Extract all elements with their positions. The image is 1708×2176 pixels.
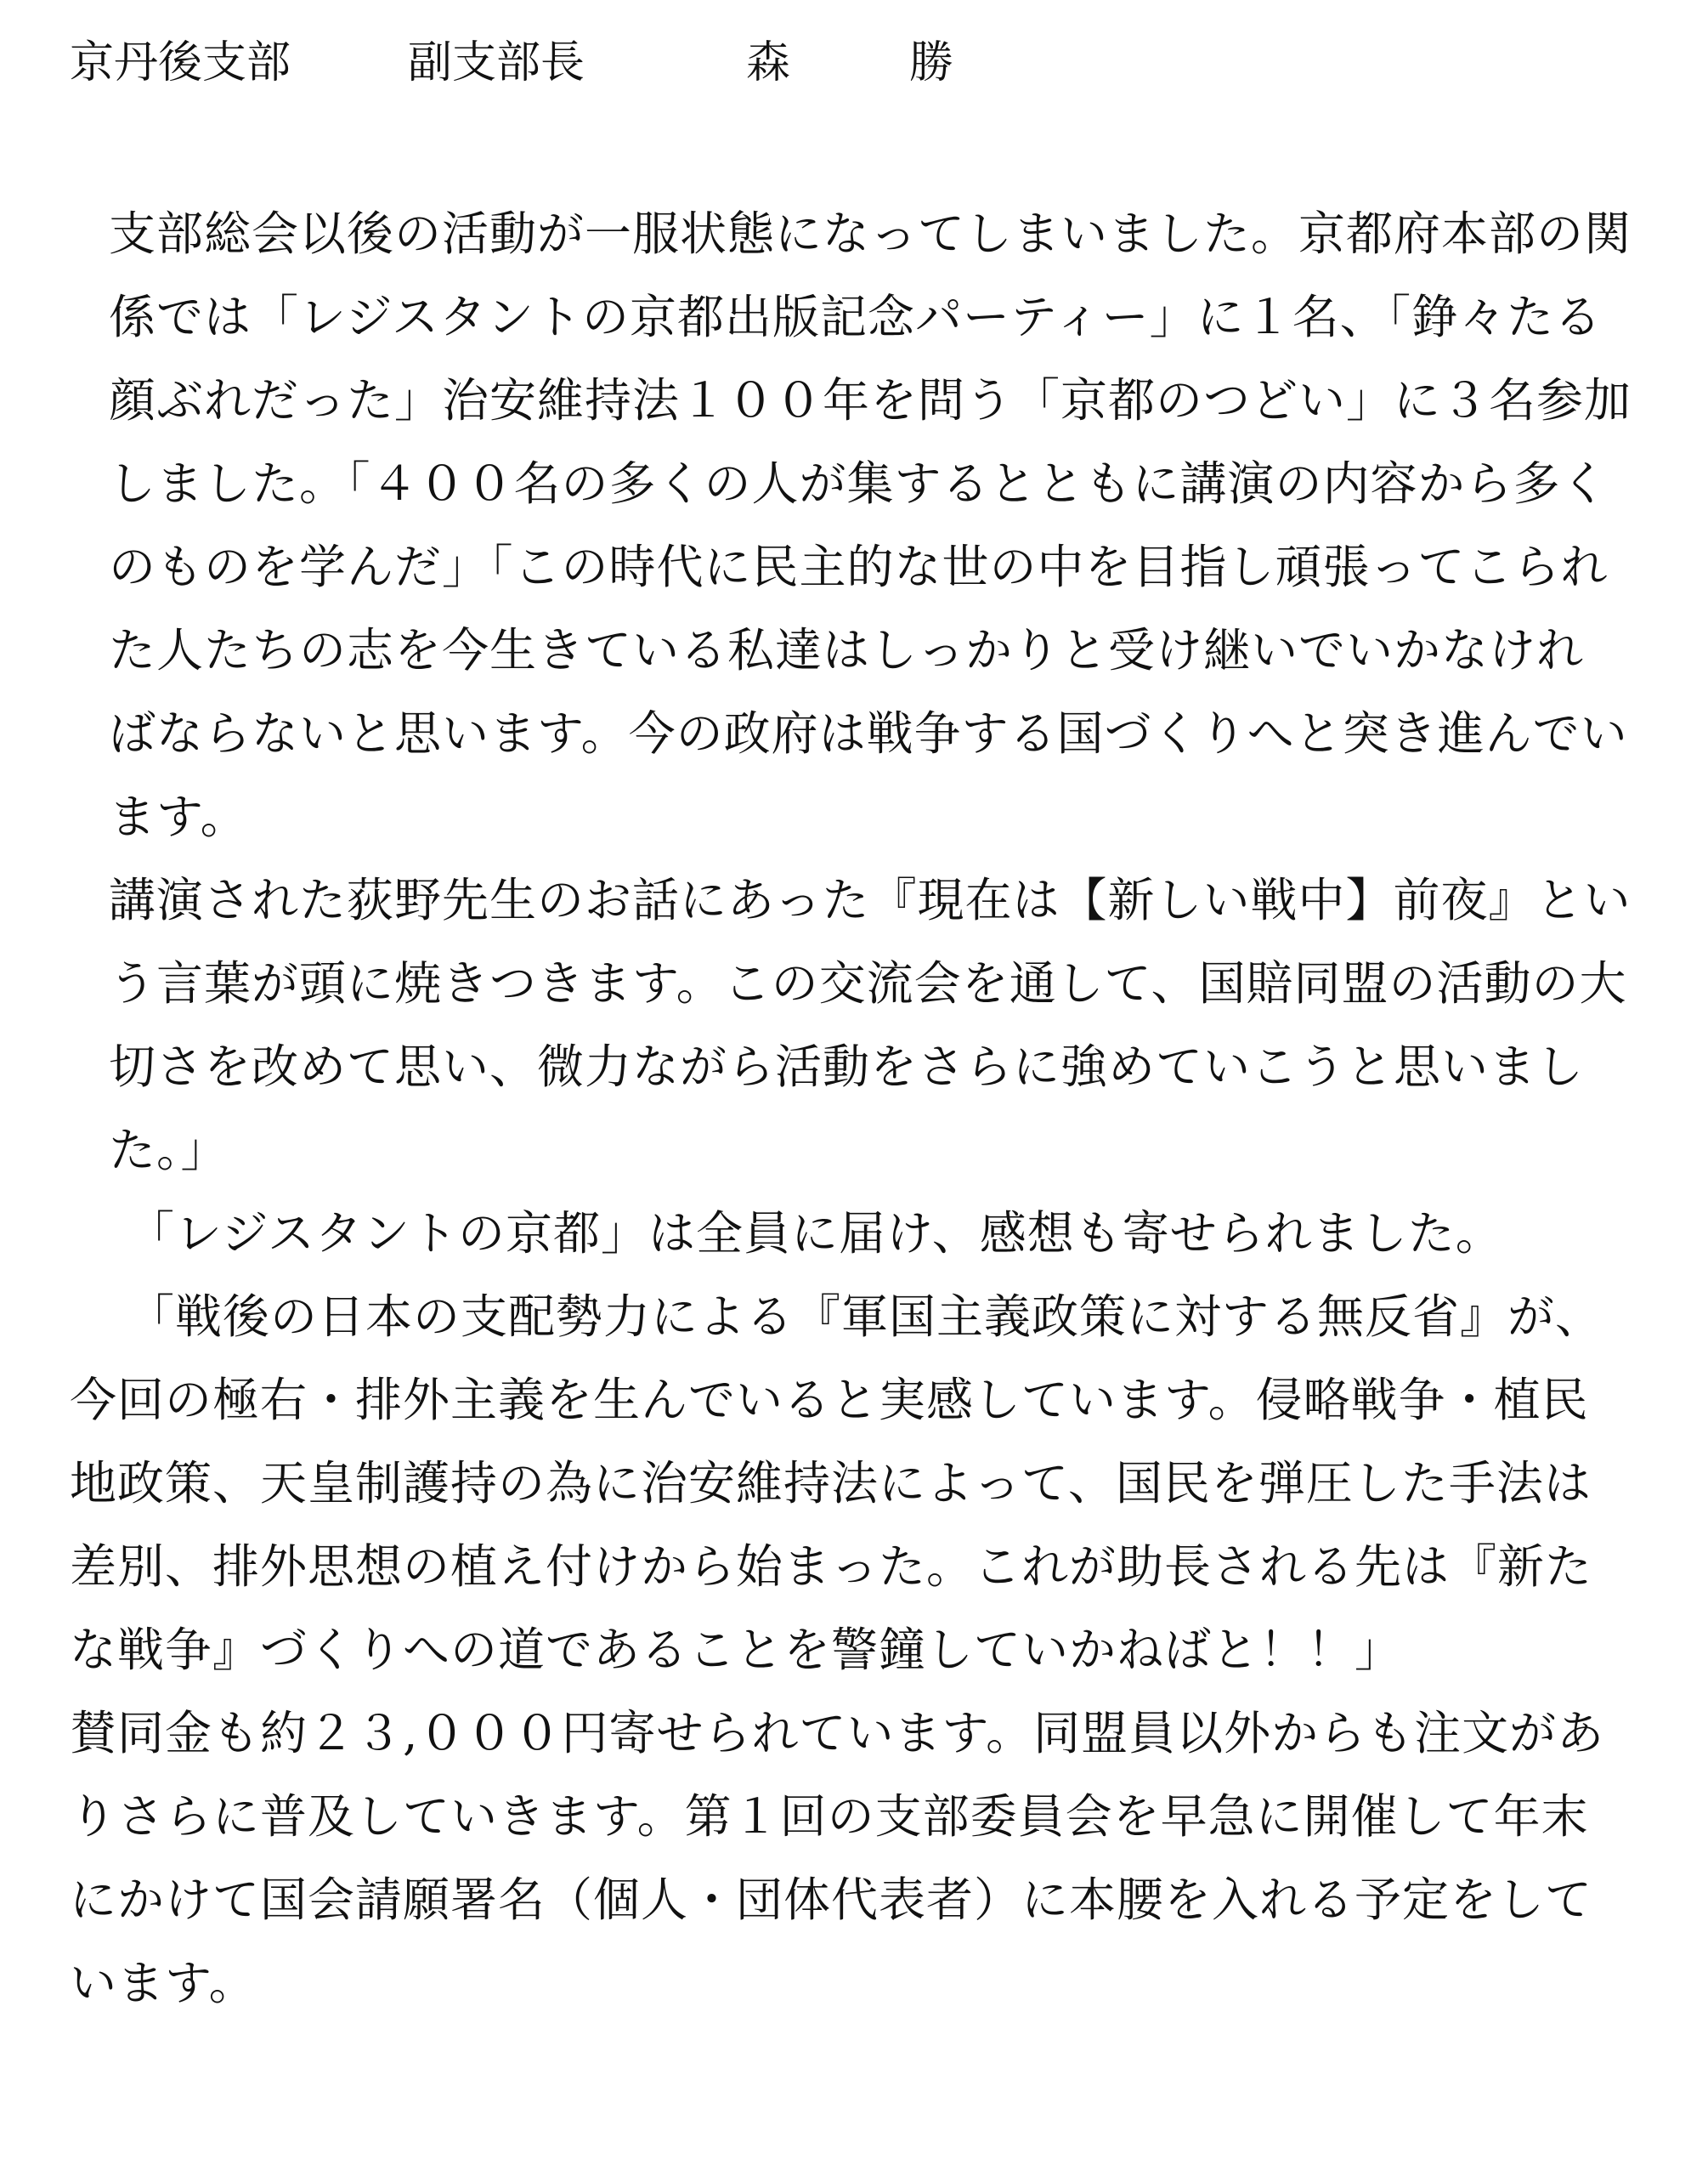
body-line: な戦争』づくりへの道であることを警鐘していかねばと！！」 <box>70 1623 1403 1677</box>
author-name: 森 勝 <box>746 37 992 88</box>
body-line: う言葉が頭に焼きつきます。この交流会を通して、国賠同盟の活動の大 <box>109 956 1627 1011</box>
branch-name: 京丹後支部 <box>70 37 291 88</box>
body-line: 切さを改めて思い、微力ながら活動をさらに強めていこうと思いまし <box>109 1040 1585 1094</box>
body-line: 今回の極右・排外主義を生んでいると実感しています。侵略戦争・植民 <box>70 1373 1589 1427</box>
body-line: りさらに普及していきます。第１回の支部委員会を早急に開催して年末 <box>70 1789 1589 1844</box>
body-line: しました。「４００名の多くの人が集するとともに講演の内容から多く <box>109 456 1609 511</box>
body-line: 差別、排外思想の植え付けから始まった。これが助長される先は『新た <box>70 1539 1593 1594</box>
body-line: にかけて国会請願署名（個人・団体代表者）に本腰を入れる予定をして <box>70 1873 1593 1927</box>
body-line: 「戦後の日本の支配勢力による『軍国主義政策に対する無反省』が、 <box>127 1289 1603 1344</box>
body-line: 「レジスタントの京都」は全員に届け、感想も寄せられました。 <box>127 1206 1503 1261</box>
body-line: た。」 <box>109 1123 229 1177</box>
body-line: ます。 <box>109 790 248 844</box>
body-line: 支部総会以後の活動が一服状態になってしまいました。京都府本部の関 <box>109 207 1632 261</box>
body-line: た人たちの志を今生きている私達はしっかりと受け継いでいかなけれ <box>109 623 1585 677</box>
body-line: 講演された荻野先生のお話にあった『現在は【新しい戦中】前夜』とい <box>109 873 1632 927</box>
body-line: 地政策、天皇制護持の為に治安維持法によって、国民を弾圧した手法は <box>70 1456 1592 1510</box>
body-line: 係では「レジスタントの京都出版記念パーティー」に１名、「錚々たる <box>109 290 1603 344</box>
body-line: ばならないと思います。今の政府は戦争する国づくりへと突き進んでい <box>109 706 1628 761</box>
body-line: います。 <box>70 1956 257 2010</box>
body-line: 賛同金も約２３,０００円寄せられています。同盟員以外からも注文があ <box>70 1706 1605 1760</box>
body-line: 顔ぶれだった」治安維持法１００年を問う「京都のつどい」に３名参加 <box>109 373 1632 428</box>
author-role: 副支部長 <box>408 37 585 88</box>
body-line: のものを学んだ」「この時代に民主的な世の中を目指し頑張ってこられ <box>109 540 1609 594</box>
author-header <box>70 29 991 97</box>
